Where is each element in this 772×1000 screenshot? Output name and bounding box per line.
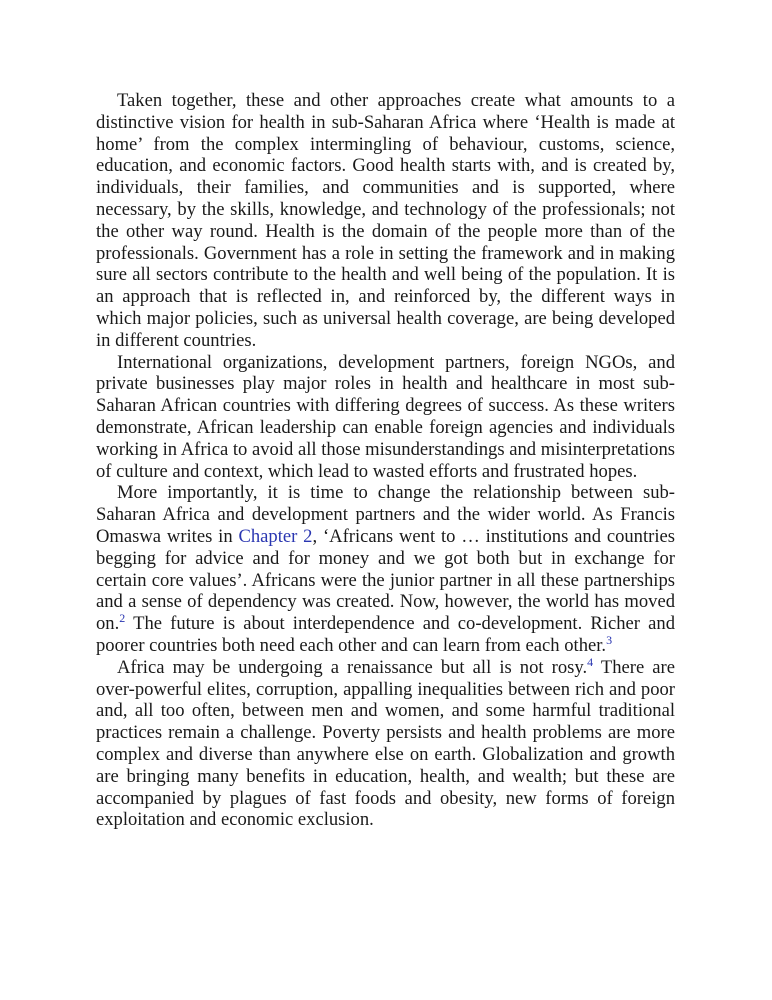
- footnote-4-link[interactable]: 4: [587, 654, 594, 669]
- paragraph-4-text-2: There are over-powerful elites, corruption, appalling inequalities between rich and poor and, all too often, between men and women, and some harmful traditional practices remain a challenge. Poverty persists and health problems are more complex and diverse than anywhere else on earth. Globalization and growth are bringing many benefits in education, health, and wealth; but these are accompanied by plagues of fast foods and obesity, new forms of foreign exploitation and economic exclusion.: [96, 656, 676, 831]
- paragraph-1-text: Taken together, these and other approaches create what amounts to a distinctive vision for health in sub-Saharan Africa where ‘Health is made at home’ from the complex intermingling of behaviour, customs, science, education, and economic factors. Good health starts with, and is created by, individuals, their families, and communities and is supported, where necessary, by the skills, knowledge, and technology of the professionals; not the other way round. Health is the domain of the people more than of the professionals. Government has a role in setting the framework and in making sure all sectors contribute to the health and well being of the population. It is an approach that is reflected in, and reinforced by, the different ways in which major policies, such as universal health coverage, are being developed in different countries.: [96, 90, 675, 351]
- paragraph-2-text: International organizations, development partners, foreign NGOs, and private businesses play major roles in health and healthcare in most sub-Saharan African countries with differing degrees of success. As these writers demonstrate, African leadership can enable foreign agencies and individuals working in Africa to avoid all those misunderstandings and misinterpretations of culture and context, which lead to wasted efforts and frustrated hopes.: [96, 351, 675, 482]
- chapter-2-link[interactable]: Chapter 2: [238, 525, 313, 547]
- footnote-2-link[interactable]: 2: [119, 611, 126, 626]
- document-page: [96, 90, 675, 831]
- footnote-3-link[interactable]: 3: [606, 632, 613, 647]
- paragraph-4: [96, 654, 676, 831]
- paragraph-1: [96, 90, 675, 352]
- paragraph-4-text-1: Africa may be undergoing a renaissance but all is not rosy.: [117, 656, 588, 678]
- paragraph-3-text-1: More importantly, it is time to change the relationship between sub-Saharan Africa and development partners and the wider world. As Francis Omaswa writes in: [96, 482, 675, 547]
- paragraph-3: [96, 482, 675, 656]
- paragraph-2: [96, 352, 675, 483]
- paragraph-3-text-2: , ‘Africans went to … institutions and countries begging for advice and for money and we got both but in exchange for certain core values’. Africans were the junior partner in all these partnerships and a sense of dependency was created. Now, however, the world has moved on.: [96, 525, 675, 635]
- paragraph-3-text-3: The future is about interdependence and co-development. Richer and poorer countries both need each other and can learn from each other.: [96, 613, 675, 656]
